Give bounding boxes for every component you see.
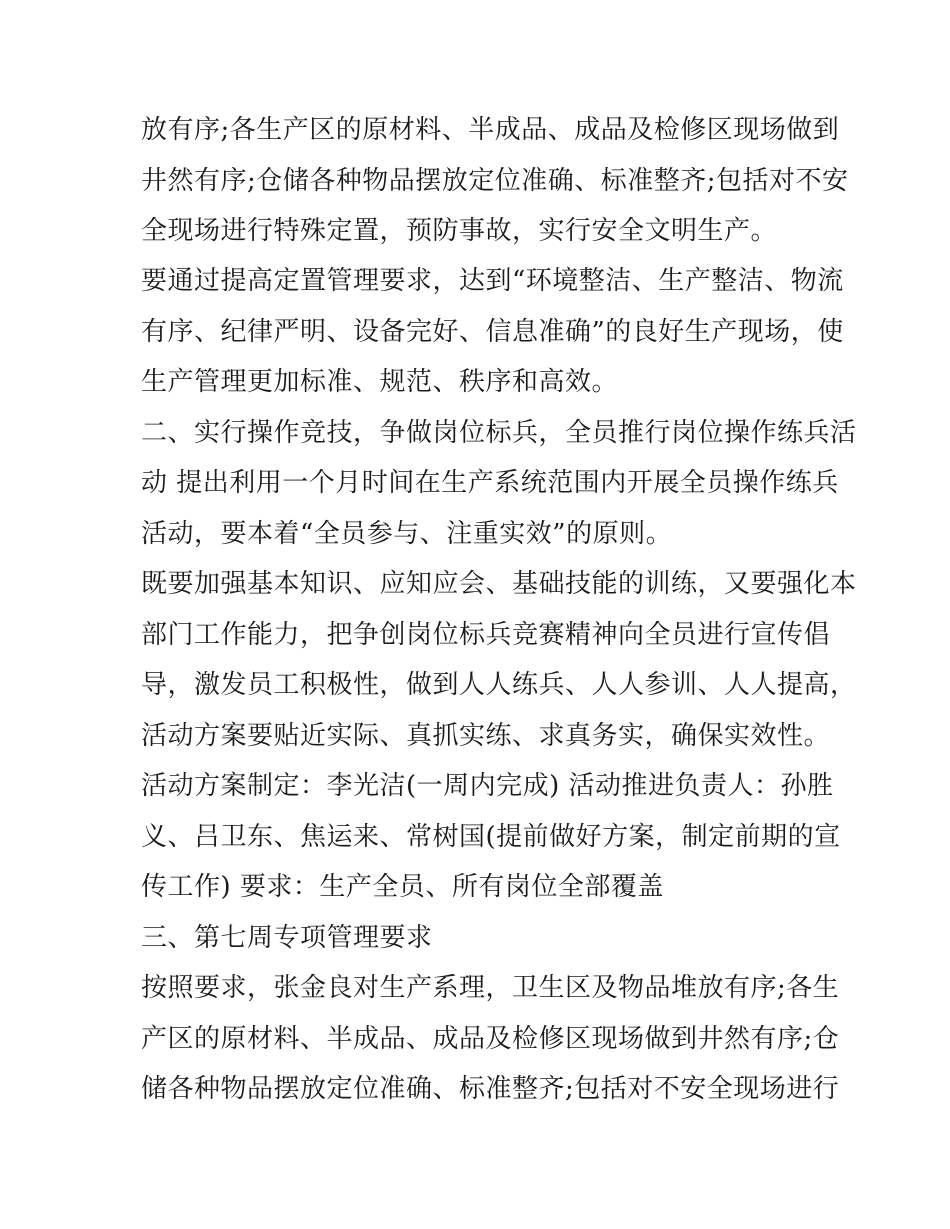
section-heading: 三、第七周专项管理要求: [141, 923, 433, 953]
text-line: 既要加强基本知识、应知应会、基础技能的训练，又要强化本: [141, 569, 857, 599]
text-line: 导，激发员工积极性，做到人人练兵、人人参训、人人提高，: [141, 670, 857, 700]
text-line: 生产管理更加标准、规范、秩序和高效。: [141, 367, 619, 397]
text-line: 传工作) 要求：生产全员、所有岗位全部覆盖: [141, 872, 664, 902]
text-line: 按照要求，张金良对生产系理，卫生区及物品堆放有序;各生: [141, 973, 840, 1003]
text-line: 全现场进行特殊定置，预防事故，实行安全文明生产。: [141, 216, 778, 246]
text-line: 井然有序;仓储各种物品摆放定位准确、标准整齐;包括对不安: [141, 166, 849, 196]
text-line: 活动方案要贴近实际、真抓实练、求真务实，确保实效性。: [141, 721, 831, 751]
text-line: 活动方案制定：李光洁(一周内完成) 活动推进负责人：孙胜: [141, 771, 834, 801]
text-line: 有序、纪律严明、设备完好、信息准确”的良好生产现场，使: [141, 317, 844, 347]
text-line: 动 提出利用一个月时间在生产系统范围内开展全员操作练兵: [141, 468, 839, 498]
text-line: 义、吕卫东、焦运来、常树国(提前做好方案，制定前期的宣: [141, 822, 841, 852]
section-heading: 二、实行操作竞技，争做岗位标兵，全员推行岗位操作练兵活: [141, 418, 857, 448]
text-line: 部门工作能力，把争创岗位标兵竞赛精神向全员进行宣传倡: [141, 620, 831, 650]
text-line: 活动，要本着“全员参与、注重实效”的原则。: [141, 519, 673, 549]
text-line: 放有序;各生产区的原材料、半成品、成品及检修区现场做到: [141, 115, 840, 145]
text-line: 产区的原材料、半成品、成品及检修区现场做到井然有序;仓: [141, 1024, 840, 1054]
text-line: 储各种物品摆放定位准确、标准整齐;包括对不安全现场进行: [141, 1074, 840, 1104]
text-line: 要通过提高定置管理要求，达到“环境整洁、生产整洁、物流: [141, 266, 844, 296]
